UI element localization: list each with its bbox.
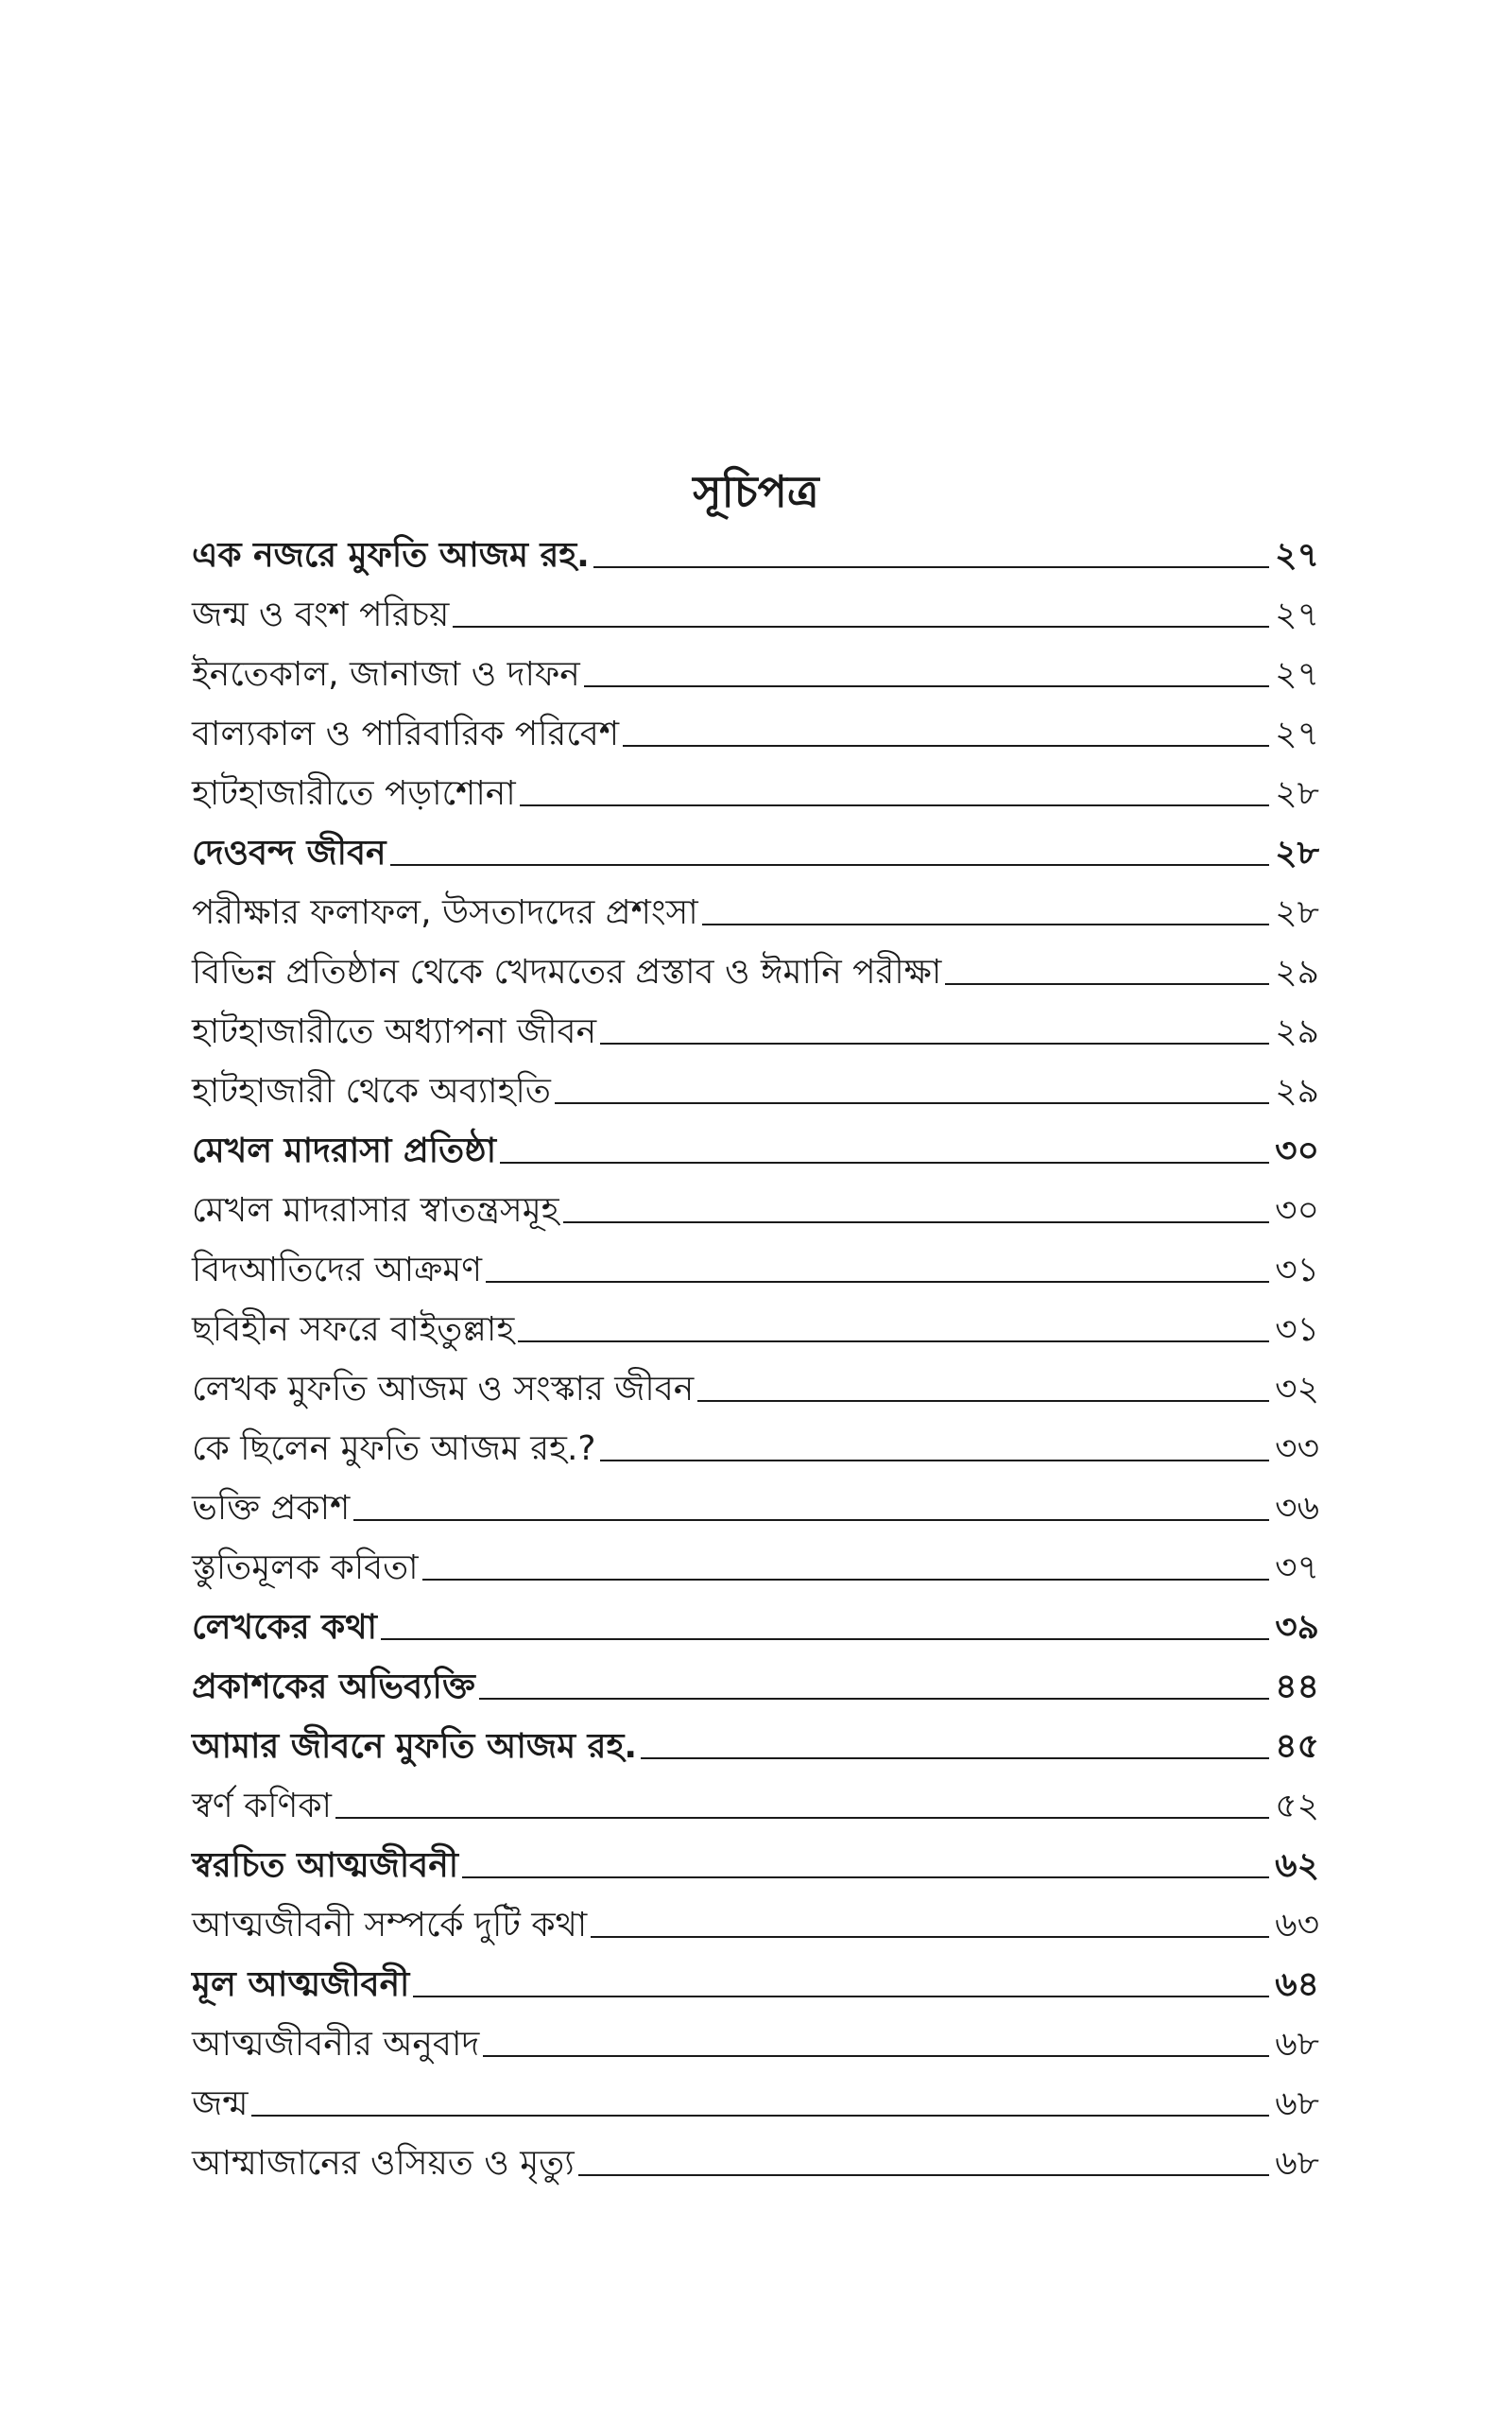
toc-page-number: ৫২ [1275, 1787, 1319, 1825]
toc-section-heading [192, 1955, 1319, 2014]
toc-page-number: ৩০ [1275, 1132, 1319, 1170]
toc-entry-label: ভক্তি প্রকাশ [192, 1489, 351, 1528]
toc-leader-line [697, 1400, 1269, 1402]
toc-page-number: ৩০ [1275, 1191, 1319, 1230]
toc-entry-label: স্বর্ণ কণিকা [192, 1787, 332, 1825]
toc-entry-label: দেওবন্দ জীবন [192, 834, 387, 873]
toc-page-number: ৪৪ [1275, 1668, 1319, 1706]
toc-entry [192, 1002, 1319, 1062]
toc-entry-label: মেখল মাদরাসা প্রতিষ্ঠা [192, 1132, 497, 1170]
toc-leader-line [641, 1757, 1269, 1759]
toc-entry-label: বিদআতিদের আক্রমণ [192, 1251, 483, 1289]
toc-page-number: ২৯ [1275, 1012, 1319, 1051]
toc-entry-label: মূল আত্মজীবনী [192, 1965, 410, 2004]
toc-leader-line [479, 1698, 1269, 1700]
table-of-contents [192, 526, 1319, 2193]
toc-leader-line [555, 1102, 1269, 1104]
toc-page-number: ২৭ [1275, 715, 1319, 753]
toc-entry [192, 1240, 1319, 1300]
toc-leader-line [518, 1340, 1269, 1342]
toc-page-number: ২৯ [1275, 1072, 1319, 1111]
toc-leader-line [483, 2055, 1269, 2057]
toc-leader-line [945, 983, 1269, 985]
toc-leader-line [422, 1579, 1270, 1581]
toc-leader-line [600, 1043, 1269, 1045]
toc-leader-line [390, 864, 1270, 866]
toc-leader-line [453, 626, 1269, 628]
toc-page-number: ২৯ [1275, 953, 1319, 992]
toc-entry-label: কে ছিলেন মুফতি আজম রহ.? [192, 1429, 596, 1468]
toc-entry-label: বাল্যকাল ও পারিবারিক পরিবেশ [192, 715, 620, 753]
toc-entry [192, 1359, 1319, 1419]
toc-section-heading [192, 1657, 1319, 1717]
toc-entry-label: হাটহাজারীতে অধ্যাপনা জীবন [192, 1012, 597, 1051]
toc-entry [192, 1181, 1319, 1240]
toc-entry-label: আম্মাজানের ওসিয়ত ও মৃত্যু [192, 2144, 575, 2183]
toc-page-number: ৪৫ [1275, 1727, 1319, 1766]
toc-entry-label: আমার জীবনে মুফতি আজম রহ. [192, 1727, 638, 1766]
toc-entry [192, 942, 1319, 1002]
toc-leader-line [563, 1221, 1270, 1223]
toc-entry [192, 704, 1319, 764]
toc-leader-line [462, 1876, 1269, 1878]
toc-entry-label: জন্ম ও বংশ পরিচয় [192, 596, 450, 634]
toc-entry [192, 1062, 1319, 1121]
toc-entry [192, 764, 1319, 823]
toc-entry-label: ইনতেকাল, জানাজা ও দাফন [192, 655, 580, 694]
toc-leader-line [591, 1936, 1269, 1938]
toc-entry [192, 1776, 1319, 1836]
toc-entry-label: স্বরচিত আত্মজীবনী [192, 1846, 458, 1885]
toc-entry [192, 2134, 1319, 2193]
toc-page-number: ২৭ [1275, 536, 1319, 575]
toc-entry [192, 585, 1319, 645]
page-title: সূচিপত্র [693, 466, 819, 517]
toc-leader-line [500, 1162, 1269, 1164]
toc-entry-label: লেখক মুফতি আজম ও সংস্কার জীবন [192, 1370, 695, 1409]
toc-entry [192, 1895, 1319, 1955]
toc-entry-label: লেখকের কথা [192, 1608, 377, 1647]
toc-leader-line [623, 745, 1269, 747]
toc-page-number: ৩১ [1275, 1310, 1319, 1349]
toc-entry-label: প্রকাশকের অভিব্যক্তি [192, 1668, 475, 1706]
toc-section-heading [192, 1717, 1319, 1776]
toc-entry [192, 2014, 1319, 2074]
toc-page-number: ৩১ [1275, 1251, 1319, 1289]
toc-leader-line [584, 685, 1269, 687]
toc-page-number: ৬৩ [1275, 1906, 1319, 1945]
toc-entry-label: বিভিন্ন প্রতিষ্ঠান থেকে খেদমতের প্রস্তাব ও ঈমানি পরীক্ষা [192, 953, 942, 992]
toc-page-number: ৬২ [1275, 1846, 1319, 1885]
toc-leader-line [486, 1281, 1269, 1283]
toc-page-number: ২৮ [1275, 893, 1319, 932]
toc-entry-label: আত্মজীবনী সম্পর্কে দুটি কথা [192, 1906, 588, 1945]
toc-entry-label: হাটহাজারীতে পড়াশোনা [192, 774, 516, 813]
toc-page-number: ২৮ [1275, 774, 1319, 813]
toc-entry-label: মেখল মাদরাসার স্বাতন্ত্রসমূহ [192, 1191, 559, 1230]
toc-entry-label: এক নজরে মুফতি আজম রহ. [192, 536, 590, 575]
toc-entry-label: জন্ম [192, 2084, 249, 2123]
toc-entry [192, 2074, 1319, 2134]
toc-page-number: ২৮ [1275, 834, 1319, 873]
toc-page-number: ৬৮ [1275, 2144, 1319, 2183]
toc-entry [192, 883, 1319, 942]
toc-page-number: ৩৩ [1275, 1429, 1319, 1468]
toc-leader-line [600, 1460, 1270, 1461]
toc-leader-line [381, 1638, 1269, 1640]
toc-leader-line [578, 2174, 1270, 2176]
toc-entry [192, 1300, 1319, 1359]
toc-entry-label: পরীক্ষার ফলাফল, উসতাদদের প্রশংসা [192, 893, 698, 932]
toc-entry [192, 1419, 1319, 1478]
toc-section-heading [192, 1836, 1319, 1895]
toc-page-number: ৩২ [1275, 1370, 1319, 1409]
toc-section-heading [192, 1598, 1319, 1657]
toc-entry-label: হাটহাজারী থেকে অব্যাহতি [192, 1072, 551, 1111]
toc-section-heading [192, 1121, 1319, 1181]
toc-leader-line [520, 804, 1270, 806]
toc-page-number: ৩৬ [1275, 1489, 1319, 1528]
toc-leader-line [413, 1996, 1269, 1997]
toc-entry [192, 1478, 1319, 1538]
toc-page-number: ৬৮ [1275, 2084, 1319, 2123]
toc-entry-label: স্তুতিমূলক কবিতা [192, 1548, 419, 1587]
toc-page-number: ৬৮ [1275, 2025, 1319, 2064]
toc-page-number: ২৭ [1275, 655, 1319, 694]
toc-entry [192, 645, 1319, 704]
toc-page-number: ৬৪ [1275, 1965, 1319, 2004]
toc-leader-line [335, 1817, 1269, 1819]
toc-entry-label: ছবিহীন সফরে বাইতুল্লাহ [192, 1310, 515, 1349]
toc-leader-line [251, 2115, 1269, 2117]
toc-leader-line [353, 1519, 1269, 1521]
toc-entry [192, 1538, 1319, 1598]
toc-leader-line [593, 566, 1269, 568]
toc-page-number: ৩৯ [1275, 1608, 1319, 1647]
toc-leader-line [702, 924, 1270, 925]
toc-entry-label: আত্মজীবনীর অনুবাদ [192, 2025, 480, 2064]
toc-section-heading [192, 823, 1319, 883]
toc-page-number: ২৭ [1275, 596, 1319, 634]
toc-page-number: ৩৭ [1275, 1548, 1319, 1587]
toc-section-heading [192, 526, 1319, 585]
